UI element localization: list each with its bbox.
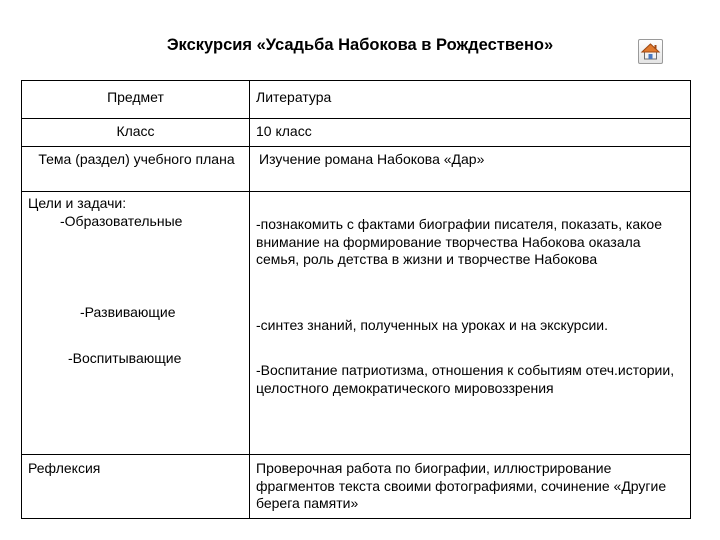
- reflection-value: Проверочная работа по биографии, иллюстрирование фрагментов текста своими фотографиями, сочинение «Другие берега памяти»: [256, 460, 667, 511]
- goal-value-upbringing: -Воспитание патриотизма, отношения к событиям отеч.истории, целостного демократического мировоззрения: [256, 362, 675, 396]
- goal-label-upbringing: -Воспитывающие: [68, 350, 182, 366]
- goal-value-developing: -синтез знаний, полученных на уроках и на экскурсии.: [256, 317, 608, 333]
- goal-label-educational: -Образовательные: [60, 213, 183, 229]
- grade-value: 10 класс: [256, 123, 312, 139]
- page-title: Экскурсия «Усадьба Набокова в Рождествено»: [166, 36, 554, 54]
- table-row: [22, 119, 691, 147]
- topic-label: Тема (раздел) учебного плана: [38, 151, 235, 167]
- table-row: [22, 455, 691, 519]
- goal-value-educational: -познакомить с фактами биографии писателя, показать, какое внимание на формирование творчества Набокова оказала семья, роль детства в жизни и творчестве Набокова: [256, 216, 662, 267]
- table-row: [22, 147, 691, 192]
- home-icon: [640, 41, 661, 62]
- topic-value: Изучение романа Набокова «Дар»: [259, 151, 485, 167]
- goal-label-developing: -Развивающие: [80, 304, 176, 320]
- goals-heading: Цели и задачи:: [28, 195, 127, 211]
- subject-value: Литература: [256, 89, 332, 105]
- home-button[interactable]: [638, 39, 663, 64]
- table-row: [22, 81, 691, 119]
- table-row: [22, 192, 691, 455]
- reflection-label: Рефлексия: [28, 460, 101, 476]
- lesson-plan-table: [21, 80, 691, 519]
- subject-label: Предмет: [107, 89, 164, 105]
- grade-label: Класс: [116, 123, 155, 139]
